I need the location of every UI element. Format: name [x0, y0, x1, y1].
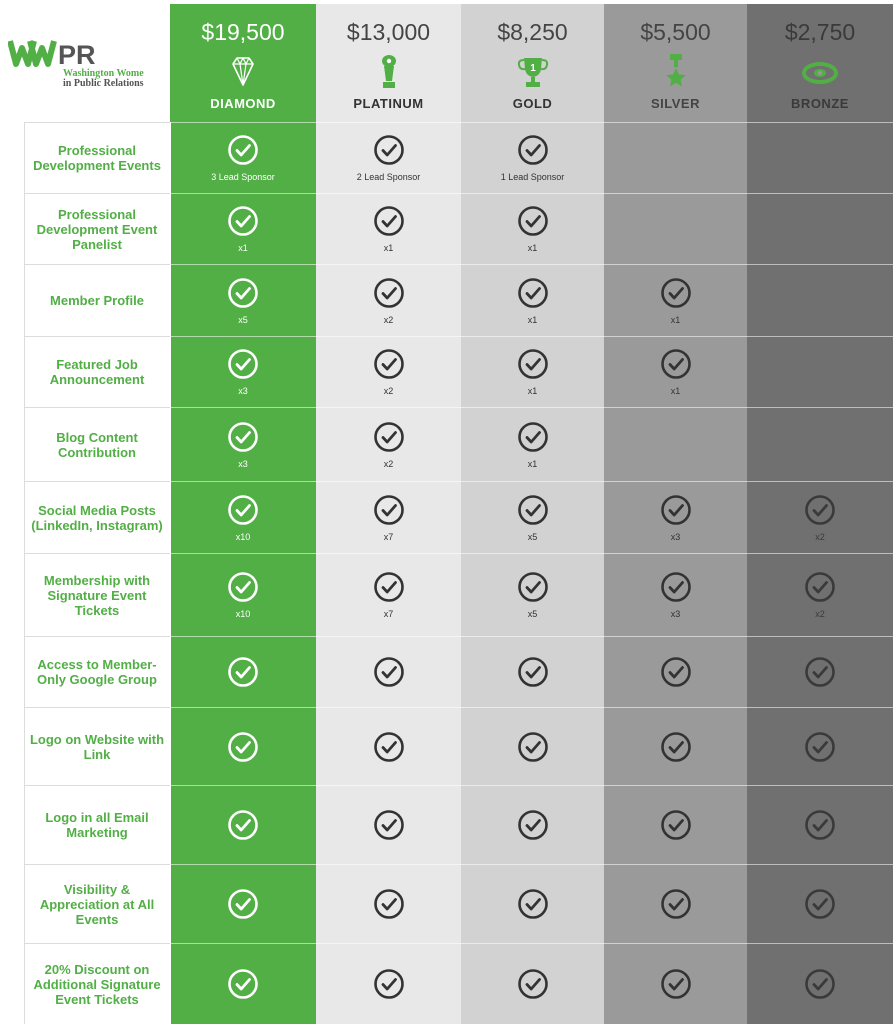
benefit-cell-silver [604, 708, 747, 785]
benefit-cell-diamond [170, 865, 316, 943]
benefit-cell-diamond [170, 408, 316, 481]
benefit-cell-bronze [747, 482, 893, 553]
benefit-cell-diamond [170, 482, 316, 553]
benefit-cell-gold [461, 865, 604, 943]
check-icon [660, 731, 692, 763]
check-icon [227, 421, 259, 453]
check-icon [227, 888, 259, 920]
benefit-cell-gold [461, 265, 604, 336]
benefit-row [24, 708, 893, 785]
benefit-quantity: x7 [383, 531, 394, 542]
benefit-quantity: x1 [527, 314, 538, 325]
benefit-cell-bronze [747, 194, 893, 264]
check-icon [227, 968, 259, 1000]
benefit-label: Logo on Website with Link [29, 731, 165, 762]
benefit-cell-gold [461, 708, 604, 785]
benefit-row [24, 337, 893, 407]
tier-price: $5,500 [640, 19, 711, 45]
check-icon [804, 656, 836, 688]
benefit-cell-platinum [316, 944, 461, 1024]
benefit-cell-bronze [747, 637, 893, 707]
benefit-cell-gold [461, 408, 604, 481]
benefit-cell-gold [461, 482, 604, 553]
check-icon [227, 348, 259, 380]
tier-price: $2,750 [784, 19, 856, 45]
benefit-cell-diamond [170, 194, 316, 264]
benefit-cell-platinum [316, 637, 461, 707]
check-icon [517, 656, 549, 688]
tier-name: PLATINUM [353, 96, 424, 111]
check-icon [517, 205, 549, 237]
benefit-cell-silver [604, 123, 747, 193]
benefit-quantity: x5 [238, 314, 248, 325]
benefit-label: Access to Member-Only Google Group [37, 657, 157, 687]
benefit-cell-diamond [170, 265, 316, 336]
tier-name: GOLD [512, 96, 553, 111]
benefit-cell-silver [604, 944, 747, 1024]
benefit-cell-platinum [316, 554, 461, 636]
benefit-quantity: x2 [383, 458, 394, 469]
check-icon [227, 656, 259, 688]
benefit-cell-silver [604, 337, 747, 407]
tier-header-diamond [170, 4, 316, 122]
benefit-cell-silver [604, 554, 747, 636]
check-icon [517, 968, 549, 1000]
benefit-cell-gold [461, 123, 604, 193]
benefit-cell-bronze [747, 265, 893, 336]
benefit-cell-diamond [170, 123, 316, 193]
benefit-cell-diamond [170, 554, 316, 636]
benefit-row [24, 865, 893, 943]
benefit-quantity: x1 [527, 386, 538, 396]
benefit-quantity: x1 [238, 243, 248, 253]
benefit-cell-silver [604, 194, 747, 264]
diamond-icon [223, 52, 263, 92]
benefit-quantity: x1 [383, 243, 394, 253]
check-icon [660, 968, 692, 1000]
check-icon [373, 888, 405, 920]
benefit-cell-gold [461, 637, 604, 707]
check-icon [373, 731, 405, 763]
benefit-cell-silver [604, 265, 747, 336]
benefit-row [24, 944, 893, 1024]
benefit-quantity: 2 Lead Sponsor [356, 172, 421, 182]
benefit-row [24, 194, 893, 264]
benefit-cell-silver [604, 482, 747, 553]
benefit-quantity: x2 [815, 531, 825, 542]
benefit-label: Featured Job Announcement [49, 357, 145, 387]
check-icon [373, 421, 405, 453]
check-icon [227, 809, 259, 841]
check-icon [804, 494, 836, 526]
tier-name: BRONZE [791, 96, 849, 111]
check-icon [227, 494, 259, 526]
benefit-cell-bronze [747, 337, 893, 407]
benefit-cell-diamond [170, 786, 316, 864]
check-icon [660, 494, 692, 526]
benefit-cell-platinum [316, 865, 461, 943]
check-icon [373, 494, 405, 526]
check-icon [660, 571, 692, 603]
benefit-row [24, 482, 893, 553]
benefit-quantity: x7 [383, 609, 394, 619]
benefit-label: Member Profile [50, 293, 144, 308]
benefit-cell-gold [461, 337, 604, 407]
benefit-quantity: 3 Lead Sponsor [211, 172, 275, 182]
benefit-cell-gold [461, 554, 604, 636]
check-icon [517, 571, 549, 603]
benefit-cell-platinum [316, 265, 461, 336]
wwpr-logo [8, 38, 158, 98]
tier-header-bronze [747, 4, 893, 122]
trophy-icon [369, 52, 409, 92]
benefit-cell-diamond [170, 708, 316, 785]
benefit-quantity: x10 [235, 531, 251, 542]
benefit-quantity: x2 [383, 314, 394, 325]
svg-text:PR: PR [58, 40, 96, 68]
check-icon [373, 205, 405, 237]
cup-icon [513, 52, 553, 92]
benefit-cell-bronze [747, 408, 893, 481]
benefit-cell-silver [604, 637, 747, 707]
tier-header-platinum [316, 4, 461, 122]
check-icon [373, 809, 405, 841]
benefit-cell-silver [604, 408, 747, 481]
benefit-quantity: x5 [527, 609, 538, 619]
logo-tagline-1: Washington Wome [63, 68, 144, 79]
check-icon [660, 656, 692, 688]
benefit-quantity: x1 [527, 243, 538, 253]
benefit-quantity: x2 [815, 609, 825, 619]
check-icon [660, 348, 692, 380]
check-icon [373, 348, 405, 380]
tier-price: $8,250 [497, 19, 568, 45]
benefit-quantity: x3 [670, 531, 681, 542]
benefit-row [24, 265, 893, 336]
benefit-row [24, 637, 893, 707]
benefit-cell-platinum [316, 408, 461, 481]
medal-icon [656, 52, 696, 92]
benefit-label: Logo in all Email Marketing [45, 810, 149, 840]
benefit-label: Membership with Signature Event Tickets [43, 572, 151, 618]
benefit-quantity: x3 [670, 609, 681, 619]
benefit-cell-diamond [170, 637, 316, 707]
tier-header-gold [461, 4, 604, 122]
benefit-cell-diamond [170, 944, 316, 1024]
check-icon [227, 277, 259, 309]
benefit-row [24, 408, 893, 481]
check-icon [517, 421, 549, 453]
benefit-quantity: x1 [670, 386, 681, 396]
benefit-cell-platinum [316, 194, 461, 264]
check-icon [660, 809, 692, 841]
benefit-quantity: x1 [670, 314, 681, 325]
benefit-label: Blog Content Contribution [56, 429, 138, 460]
check-icon [517, 809, 549, 841]
benefit-row [24, 123, 893, 193]
benefit-cell-bronze [747, 944, 893, 1024]
check-icon [227, 205, 259, 237]
check-icon [373, 968, 405, 1000]
benefit-cell-gold [461, 944, 604, 1024]
benefit-cell-platinum [316, 786, 461, 864]
benefit-quantity: x1 [527, 458, 538, 469]
benefit-cell-bronze [747, 554, 893, 636]
check-icon [517, 888, 549, 920]
check-icon [804, 731, 836, 763]
benefit-quantity: x3 [238, 458, 248, 469]
benefit-cell-bronze [747, 786, 893, 864]
benefit-cell-silver [604, 786, 747, 864]
benefit-cell-gold [461, 194, 604, 264]
check-icon [373, 571, 405, 603]
check-icon [804, 809, 836, 841]
tier-name: DIAMOND [210, 96, 276, 111]
check-icon [804, 968, 836, 1000]
check-icon [804, 571, 836, 603]
benefit-quantity: x10 [235, 609, 251, 619]
check-icon [660, 888, 692, 920]
tier-header-silver [604, 4, 747, 122]
benefit-cell-silver [604, 865, 747, 943]
ring-icon [800, 52, 840, 92]
check-icon [373, 656, 405, 688]
check-icon [517, 348, 549, 380]
tier-name: SILVER [651, 96, 700, 111]
check-icon [804, 888, 836, 920]
benefit-cell-platinum [316, 708, 461, 785]
tier-price: $13,000 [346, 19, 431, 45]
wwpr-logo-mark [8, 38, 118, 68]
benefit-cell-platinum [316, 482, 461, 553]
benefit-quantity: x2 [383, 386, 394, 396]
tier-price: $19,500 [201, 19, 285, 45]
check-icon [373, 134, 405, 166]
benefit-cell-platinum [316, 123, 461, 193]
benefit-label: 20% Discount on Additional Signature Event Tickets [33, 961, 161, 1007]
benefit-quantity: x5 [527, 531, 538, 542]
check-icon [517, 731, 549, 763]
benefit-label: Professional Development Event Panelist [36, 206, 158, 252]
check-icon [227, 571, 259, 603]
benefit-quantity: x3 [238, 386, 248, 396]
check-icon [373, 277, 405, 309]
benefit-label: Professional Development Events [33, 143, 161, 173]
benefit-row [24, 554, 893, 636]
benefit-row [24, 786, 893, 864]
benefit-cell-bronze [747, 708, 893, 785]
benefit-cell-bronze [747, 865, 893, 943]
benefit-cell-bronze [747, 123, 893, 193]
benefit-label: Visibility & Appreciation at All Events [39, 881, 155, 927]
svg-text:1: 1 [529, 63, 536, 74]
check-icon [517, 134, 549, 166]
check-icon [227, 731, 259, 763]
logo-tagline-2: in Public Relations [63, 78, 144, 89]
benefit-cell-gold [461, 786, 604, 864]
check-icon [517, 494, 549, 526]
benefit-label: Social Media Posts (LinkedIn, Instagram) [31, 502, 163, 533]
benefit-cell-platinum [316, 337, 461, 407]
check-icon [660, 277, 692, 309]
check-icon [517, 277, 549, 309]
check-icon [227, 134, 259, 166]
benefit-cell-diamond [170, 337, 316, 407]
benefit-quantity: 1 Lead Sponsor [500, 172, 565, 182]
